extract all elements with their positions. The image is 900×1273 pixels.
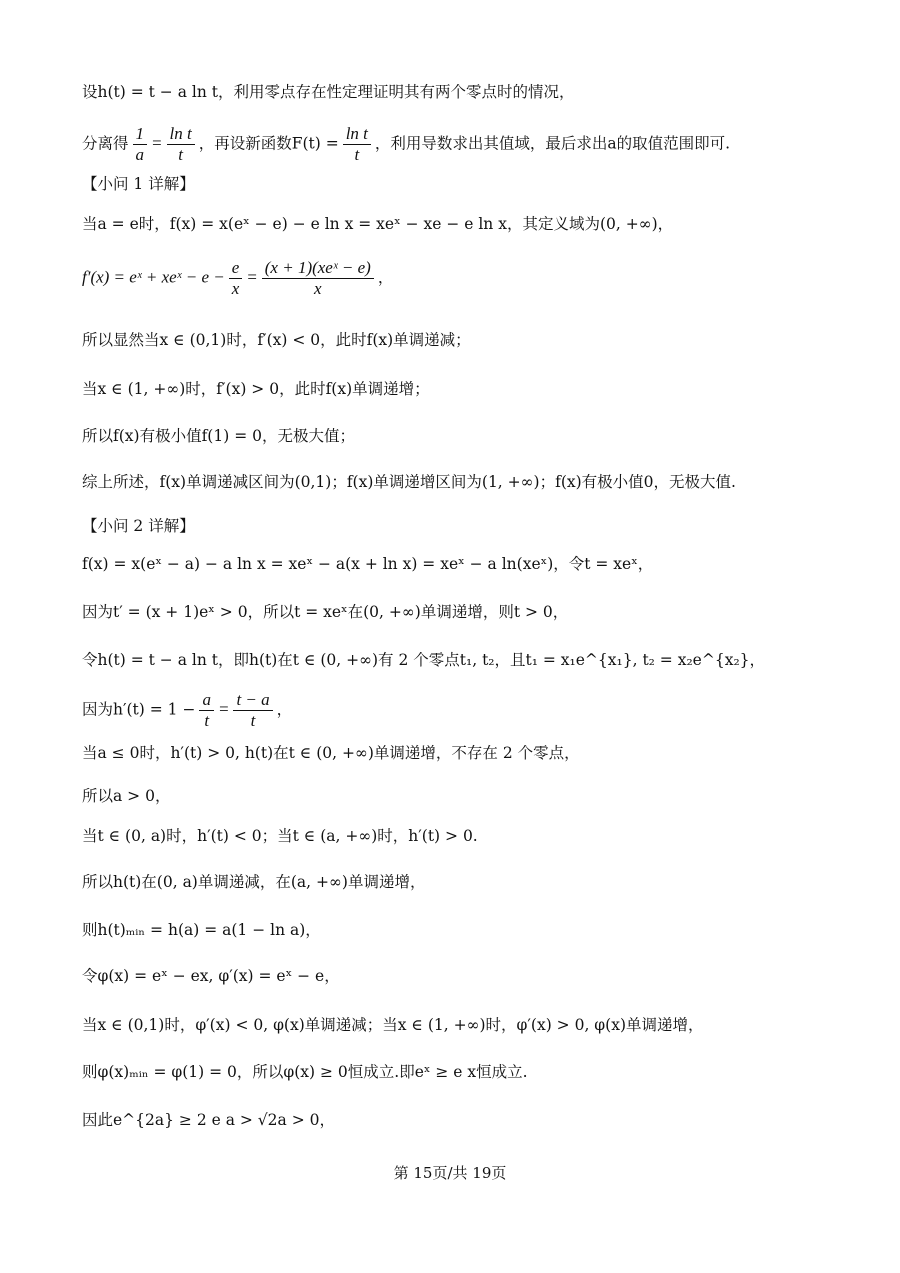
fraction-denominator: x	[231, 279, 240, 298]
text-line	[82, 870, 840, 894]
text-line	[82, 690, 840, 731]
fraction	[167, 124, 195, 165]
text-line	[82, 1108, 840, 1132]
equals-sign: =	[246, 267, 258, 287]
fraction	[233, 690, 272, 731]
fraction-numerator: a	[199, 690, 214, 711]
line-text: 设h(t) = t − a ln t，利用零点存在性定理证明其有两个零点时的情况，	[82, 83, 575, 101]
fraction-numerator: t − a	[233, 690, 272, 711]
line-text: ，利用导数求出其值域，最后求出a的取值范围即可.	[374, 134, 731, 153]
text-line	[82, 124, 840, 165]
heading-text: 【小问 1 详解】	[82, 175, 195, 193]
line-text: 分离得	[82, 134, 129, 153]
line-text: 所以h(t)在(0, a)单调递减，在(a, +∞)单调递增，	[82, 873, 426, 891]
fraction	[343, 124, 371, 165]
line-text: ，再设新函数F(t) =	[198, 134, 339, 153]
heading-text: 【小问 2 详解】	[82, 517, 195, 535]
fraction	[262, 258, 374, 299]
text-line	[82, 964, 840, 988]
fraction-denominator: t	[204, 711, 210, 730]
line-text: 当t ∈ (0, a)时，h′(t) < 0；当t ∈ (a, +∞)时，h′(t) > 0.	[82, 827, 478, 845]
line-text: 当a = e时，f(x) = x(eˣ − e) − e ln x = xeˣ − xe − e ln x，其定义域为(0, +∞)，	[82, 215, 674, 233]
line-text: ，	[276, 700, 293, 719]
text-line	[82, 784, 840, 808]
fraction-numerator: ln t	[343, 124, 371, 145]
line-text: 所以f(x)有极小值f(1) = 0，无极大值；	[82, 427, 355, 445]
text-line	[82, 648, 840, 672]
line-text: 因为t′ = (x + 1)eˣ > 0，所以t = xeˣ在(0, +∞)单调递增，则t > 0，	[82, 603, 569, 621]
line-text: 则h(t)ₘᵢₙ = h(a) = a(1 − ln a)，	[82, 921, 321, 939]
text-line	[82, 918, 840, 942]
fraction	[229, 258, 243, 299]
fraction-numerator: 1	[133, 124, 148, 145]
text-line	[82, 741, 840, 765]
line-text: f′(x) = eˣ + xeˣ − e −	[82, 267, 225, 287]
fraction-denominator: t	[178, 145, 183, 164]
text-line	[82, 424, 840, 448]
fraction-denominator: t	[250, 711, 256, 730]
fraction-numerator: (x + 1)(xeˣ − e)	[262, 258, 374, 279]
line-text: ，	[377, 268, 394, 287]
line-text: 当x ∈ (1, +∞)时，f′(x) > 0，此时f(x)单调递增；	[82, 380, 430, 398]
equals-sign: =	[217, 699, 230, 719]
fraction	[199, 690, 214, 731]
fraction-numerator: ln t	[167, 124, 195, 145]
text-line	[82, 212, 840, 236]
text-line	[82, 470, 840, 494]
section-heading	[82, 172, 840, 196]
line-text: f(x) = x(eˣ − a) − a ln x = xeˣ − a(x + ln x) = xeˣ − a ln(xeˣ)，令t = xeˣ，	[82, 555, 654, 573]
fraction-denominator: a	[135, 145, 145, 164]
line-text: 因为h′(t) = 1 −	[82, 700, 196, 719]
line-text: 因此e^{2a} ≥ 2 e a > √2a > 0，	[82, 1111, 335, 1129]
text-line	[82, 1013, 840, 1037]
text-line	[82, 552, 840, 576]
page-footer: 第 15页/共 19页	[393, 1164, 507, 1182]
text-line	[82, 377, 840, 401]
line-text: 所以显然当x ∈ (0,1)时，f′(x) < 0，此时f(x)单调递减；	[82, 331, 471, 349]
text-line	[82, 1060, 840, 1084]
fraction-denominator: t	[354, 145, 360, 164]
line-text: 当x ∈ (0,1)时，φ′(x) < 0, φ(x)单调递减；当x ∈ (1, +∞)时，φ′(x) > 0, φ(x)单调递增，	[82, 1016, 704, 1034]
line-text: 综上所述，f(x)单调递减区间为(0,1)；f(x)单调递增区间为(1, +∞)；f(x)有极小值0，无极大值.	[82, 473, 736, 491]
line-text: 则φ(x)ₘᵢₙ = φ(1) = 0，所以φ(x) ≥ 0恒成立.即eˣ ≥ e x恒成立.	[82, 1063, 528, 1081]
text-line	[82, 600, 840, 624]
equals-sign: =	[151, 133, 163, 153]
text-line	[82, 258, 840, 299]
section-heading	[82, 514, 840, 538]
text-line	[82, 80, 840, 104]
text-line	[82, 824, 840, 848]
fraction	[133, 124, 148, 165]
line-text: 当a ≤ 0时，h′(t) > 0, h(t)在t ∈ (0, +∞)单调递增，不存在 2 个零点，	[82, 744, 580, 762]
text-line	[82, 328, 840, 352]
fraction-numerator: e	[229, 258, 243, 279]
fraction-denominator: x	[314, 279, 322, 298]
line-text: 令h(t) = t − a ln t，即h(t)在t ∈ (0, +∞)有 2 个零点t₁, t₂，且t₁ = x₁e^{x₁}, t₂ = x₂e^{x₂}，	[82, 651, 766, 669]
line-text: 所以a > 0，	[82, 787, 171, 805]
line-text: 令φ(x) = eˣ − ex, φ′(x) = eˣ − e，	[82, 967, 340, 985]
